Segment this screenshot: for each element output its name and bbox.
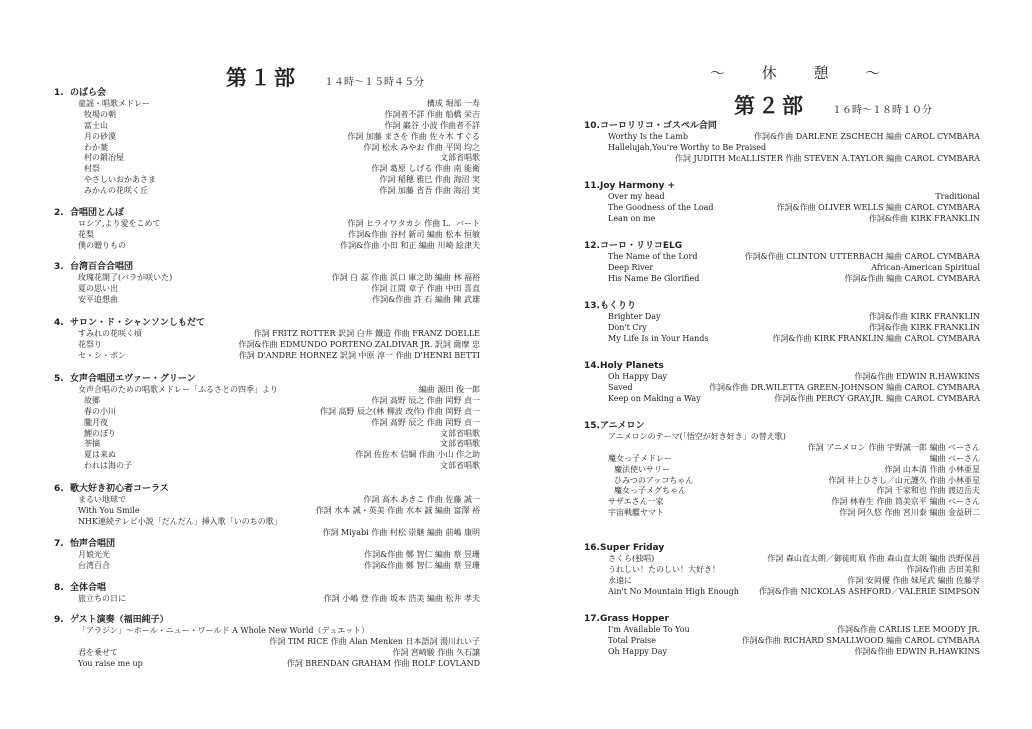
song-credit: 作詞&作曲 CARLIS LEE MOODY JR.: [837, 625, 980, 634]
section-number: 2.: [54, 208, 64, 218]
program-item: [584, 154, 980, 165]
program-item: [584, 576, 980, 587]
song-credit: 作詞&作曲 DR.WILETTA GREEN-JOHNSON 編曲 CAROL CYMBARA: [709, 382, 980, 392]
program-item: [54, 99, 480, 110]
program-section: [54, 583, 480, 605]
section-heading: [584, 241, 980, 252]
song-credit: 作詞 高野 辰之 作曲 岡野 貞一: [371, 417, 480, 427]
song-credit: 作詞&作曲 EDMUNDO PORTENO ZALDIVAR JR. 訳詞 薩摩 忠: [238, 339, 480, 349]
song-credit: African-American Spiritual: [871, 262, 980, 272]
program-section: [584, 614, 980, 658]
song-title: 宇宙戦艦ヤマト: [608, 508, 664, 518]
section-name: 女声合唱団エヴァー・グリーン: [70, 374, 196, 384]
song-title: The Name of the Lord: [608, 252, 698, 261]
program-item: [54, 295, 480, 306]
section-heading: [54, 318, 480, 329]
song-title: 永遠に: [608, 575, 632, 585]
song-title: Total Praise: [608, 635, 656, 645]
program-item: [54, 461, 480, 472]
song-credit: 文部省唱歌: [440, 439, 480, 449]
song-title: わか葉: [84, 142, 108, 152]
song-credit: 編曲 べーさん: [929, 453, 980, 463]
song-credit: 作詞&作曲 吉田美和: [906, 564, 980, 574]
song-title: Oh Happy Day: [608, 372, 668, 381]
program-item: [584, 192, 980, 203]
song-title: みかんの花咲く丘: [84, 186, 148, 196]
song-title: ひみつのアッコちゃん: [614, 475, 694, 485]
song-title: ロシア,より愛をこめて: [78, 219, 161, 228]
song-credit: 作詞&作曲 OLIVER WELLS 編曲 CAROL CYMBARA: [776, 202, 980, 212]
song-title: You raise me up: [78, 658, 143, 668]
song-credit: 作詞 山本清 作曲 小林亜星: [884, 464, 980, 474]
section-name: Super Friday: [600, 543, 665, 553]
song-title: セ・シ・ボン: [78, 350, 126, 360]
song-title: With You Smile: [78, 505, 140, 515]
section-number: 8.: [54, 583, 64, 593]
program-item: [584, 636, 980, 647]
program-section: [584, 421, 980, 519]
program-item: [584, 252, 980, 263]
program-item: [54, 230, 480, 241]
program-item: [584, 263, 980, 274]
section-number: 17.: [584, 614, 600, 624]
program-item: [54, 241, 480, 252]
program-item: [584, 312, 980, 323]
song-title: 村祭: [84, 164, 100, 174]
song-credit: 作詞 アニメロン 作曲 宇野誠一郎 編曲 べーさん: [807, 442, 980, 452]
song-credit: 作詞 井上ひさし／山元護久 作曲 小林亜星: [828, 475, 980, 485]
song-title: 台湾百合: [78, 560, 110, 570]
part2-header: [734, 90, 932, 120]
part2-title: 第２部: [734, 94, 806, 118]
song-credit: 作詞&作曲 KIRK FRANKLIN: [868, 213, 980, 223]
song-title: 富士山: [84, 120, 108, 130]
song-credit: 作詞&作曲 KIRK FRANKLIN: [868, 312, 980, 321]
section-name: Grass Hopper: [600, 614, 669, 624]
program-section: [54, 615, 480, 670]
song-title: Don't Cry: [608, 322, 647, 332]
program-item: [584, 443, 980, 454]
section-name: サロン・ド・シャンソンしもだて: [70, 318, 205, 328]
section-number: 15.: [584, 421, 600, 431]
program-item: [584, 454, 980, 465]
program-section: [54, 88, 480, 197]
song-credit: 作詞&作曲 編曲 CAROL CYMBARA: [844, 273, 980, 283]
program-item: [54, 385, 480, 396]
song-title: 牧場の朝: [84, 109, 116, 119]
song-credit: 編曲 源田 俊一郎: [418, 385, 480, 394]
section-heading: [584, 121, 980, 132]
program-item: [54, 561, 480, 572]
program-item: [54, 506, 480, 517]
song-title: Keep on Making a Way: [608, 393, 701, 403]
program-item: [54, 153, 480, 164]
song-credit: 作詞 水本 誠・英美 作曲 水本 誠 編曲 富澤 裕: [315, 505, 480, 515]
program-item: [54, 143, 480, 154]
section-name: 合唱団とんぼ: [70, 208, 125, 218]
program-section: [54, 318, 480, 362]
section-heading: [54, 88, 480, 99]
song-title: 故郷: [84, 395, 100, 405]
song-title: 月娘光光: [78, 550, 110, 559]
program-item: [54, 407, 480, 418]
song-credit: 作詞 D'ANDRE HORNEZ 訳詞 中原 淳一 作曲 D'HENRI BETTI: [238, 350, 480, 360]
program-item: [54, 418, 480, 429]
song-credit: 作詞 稲穂 雅巳 作曲 海沼 実: [379, 175, 480, 185]
song-credit: 作詞 BRENDAN GRAHAM 作曲 ROLF LOVLAND: [286, 658, 480, 668]
song-credit: 作詞&作曲 KIRK FRANKLIN: [868, 322, 980, 332]
program-item: [54, 450, 480, 461]
song-title: 魔女っ子メドレー: [608, 453, 672, 463]
song-credit: 作詞 FRITZ ROTTER 訳詞 白井 鐵造 作曲 FRANZ DOELLE: [253, 329, 480, 338]
song-title: I'm Available To You: [608, 625, 690, 634]
song-credit: 作詞 加藤 まさを 作曲 佐々木 すぐる: [347, 131, 480, 141]
song-credit: 作詞 Miyabi 作曲 村松 崇継 編曲 前嶋 康明: [322, 527, 480, 537]
song-title: Lean on me: [608, 213, 656, 223]
program-item: [584, 323, 980, 334]
song-credit: 作詞&作曲 EDWIN R.HAWKINS: [854, 646, 980, 656]
song-credit: 作詞&作曲 DARLENE ZSCHECH 編曲 CAROL CYMBARA: [754, 132, 980, 141]
song-title: Brighter Day: [608, 312, 661, 321]
section-number: 1.: [54, 88, 64, 98]
section-name: 歌大好き初心者コーラス: [70, 484, 169, 494]
song-credit: Traditional: [935, 192, 980, 201]
section-name: のばら会: [70, 88, 107, 98]
section-heading: [54, 484, 480, 495]
song-title: Worthy Is the Lamb: [608, 132, 688, 141]
program-item: [54, 132, 480, 143]
song-title: His Name Be Glorified: [608, 273, 700, 283]
song-credit: 作詞 高野 辰之(林 柳波 改作) 作曲 岡野 貞一: [319, 406, 480, 416]
program-item: [584, 647, 980, 658]
section-number: 7.: [54, 539, 64, 549]
section-number: 14.: [584, 361, 600, 371]
song-credit: 作詞&作曲 EDWIN R.HAWKINS: [854, 372, 980, 381]
section-heading: [54, 583, 480, 594]
program-section: [54, 484, 480, 539]
song-credit: 作詞 小嶋 登 作曲 坂本 浩美 編曲 松井 孝夫: [323, 594, 480, 603]
program-item: [54, 637, 480, 648]
program-item: [54, 396, 480, 407]
program-item: [54, 219, 480, 230]
section-heading: [584, 361, 980, 372]
song-title: 僕の贈りもの: [78, 240, 126, 250]
song-title: Saved: [608, 382, 633, 392]
program-item: [584, 394, 980, 405]
section-number: 12.: [584, 241, 600, 251]
program-item: [584, 214, 980, 225]
program-item: [54, 340, 480, 351]
intermission-header: [710, 62, 896, 83]
song-title: 女声合唱のための唱歌メドレー「ふるさとの四季」より: [78, 385, 278, 394]
program-item: [584, 132, 980, 143]
song-credit: 文部省唱歌: [440, 428, 480, 438]
section-number: 10.: [584, 121, 600, 131]
song-title: 安平追想曲: [78, 294, 118, 304]
program-item: [54, 517, 480, 528]
song-credit: 作詞&作曲 KIRK FRANKLIN 編曲 CAROL CYMBARA: [772, 333, 980, 343]
song-title: 旅立ちの日に: [78, 594, 126, 603]
program-item: [54, 550, 480, 561]
song-credit: 作詞 佐佐木 信綱 作曲 小山 作之助: [355, 450, 480, 460]
song-title: さくら(独唱): [608, 554, 655, 563]
section-heading: [54, 374, 480, 385]
section-number: 9.: [54, 615, 64, 625]
song-credit: 作詞 高野 辰之 作曲 岡野 貞一: [371, 395, 480, 405]
song-title: 朧月夜: [84, 417, 108, 427]
program-item: [584, 372, 980, 383]
section-heading: [54, 615, 480, 626]
song-title: アニメロンのテーマ(「悟空が好き好き」の替え歌): [608, 432, 786, 441]
program-item: [54, 594, 480, 605]
program-item: [584, 565, 980, 576]
song-credit: 文部省唱歌: [440, 461, 480, 471]
song-credit: 作詞 阿久悠 作曲 宮川泰 編曲 金益研二: [839, 508, 980, 518]
song-credit: 作詞&作曲 CLINTON UTTERBACH 編曲 CAROL CYMBARA: [744, 252, 980, 261]
song-title: 君を乗せて: [78, 647, 118, 657]
song-credit: 構成 堀部 一寿: [426, 99, 480, 108]
program-section: [584, 121, 980, 165]
section-name: Holy Planets: [600, 361, 664, 371]
part2-time: １６時～１８時１０分: [832, 105, 932, 116]
program-item: [54, 351, 480, 362]
song-title: Ain't No Mountain High Enough: [608, 586, 739, 596]
section-name: Joy Harmony +: [600, 181, 676, 191]
program-section: [54, 208, 480, 252]
section-heading: [54, 208, 480, 219]
song-title: 春の小川: [84, 406, 116, 416]
song-credit: 作詞 江間 章子 作曲 中田 喜直: [371, 283, 480, 293]
section-name: ゲスト演奏（福田純子）: [70, 615, 169, 625]
song-title: NHK連続テレビ小説「だんだん」挿入歌「いのちの歌」: [78, 516, 282, 526]
program-item: [54, 439, 480, 450]
song-credit: 作詞者不詳 作曲 船橋 栄吉: [384, 109, 480, 119]
song-credit: 作詞 千家和也 作曲 渡辺岳夫: [876, 486, 980, 496]
section-number: 11.: [584, 181, 600, 191]
program-section: [584, 181, 980, 225]
song-title: やさしいおかあさま: [84, 175, 156, 185]
program-item: [54, 495, 480, 506]
song-title: Oh Happy Day: [608, 646, 668, 656]
song-credit: 作詞&作曲 RICHARD SMALLWOOD 編曲 CAROL CYMBARA: [741, 635, 980, 645]
section-number: 3.: [54, 262, 64, 272]
part1-title: 第１部: [226, 66, 298, 90]
song-credit: 作詞 宮崎駿 作曲 久石譲: [392, 647, 480, 657]
program-item: [54, 429, 480, 440]
program-item: [584, 274, 980, 285]
program-section: [54, 262, 480, 306]
intermission-label: ～ 休 憩 ～: [710, 64, 897, 82]
song-title: 花梨: [78, 229, 94, 239]
program-item: [54, 648, 480, 659]
song-credit: 作詞&作曲 鄭 智仁 編曲 蔡 昱珊: [364, 560, 480, 570]
program-item: [54, 659, 480, 670]
program-item: [584, 486, 980, 497]
song-credit: 文部省唱歌: [440, 153, 480, 163]
song-credit: 作詞 葛原 しげる 作曲 南 能衛: [371, 164, 480, 174]
song-title: まるい地球で: [78, 495, 126, 504]
song-title: Deep River: [608, 262, 654, 272]
program-item: [54, 626, 480, 637]
song-title: 村の鍛冶屋: [84, 153, 124, 163]
program-section: [584, 301, 980, 345]
program-item: [584, 465, 980, 476]
song-credit: 作詞&作曲 小田 和正 編曲 川崎 絵津夫: [340, 240, 480, 250]
section-name: アニメロン: [600, 421, 645, 431]
program-item: [584, 203, 980, 214]
program-item: [584, 476, 980, 487]
song-credit: 作詞 林春生 作曲 筒美京平 編曲 べーさん: [831, 497, 980, 507]
song-title: うれしい！たのしい！大好き！: [608, 564, 720, 574]
song-title: 「アラジン」～ホール・ニュー・ワールド A Whole New World（デュエット）: [78, 626, 370, 635]
song-title: My Life Is in Your Hands: [608, 333, 709, 343]
section-heading: [584, 421, 980, 432]
song-credit: 作詞 森山直太朗／御徒町凧 作曲 森山直太朗 編曲 渋野保昌: [767, 554, 980, 563]
song-title: 夏は来ぬ: [84, 450, 116, 460]
song-title: Over my head: [608, 192, 665, 201]
song-credit: 作詞 ヒライワタカシ 作曲 L．バート: [347, 219, 480, 228]
section-name: 全体合唱: [70, 583, 107, 593]
section-number: 5.: [54, 374, 64, 384]
song-credit: 作詞 TIM RICE 作曲 Alan Menken 日本語詞 湯川れい子: [269, 636, 480, 646]
song-credit: 作詞 白 蕊 作曲 浜口 庫之助 編曲 林 福裕: [331, 273, 480, 282]
program-item: [584, 587, 980, 598]
song-title: 童謡・唱歌メドレー: [78, 99, 150, 108]
program-item: [584, 383, 980, 394]
section-heading: [584, 181, 980, 192]
section-number: 13.: [584, 301, 600, 311]
song-title: 花祭り: [78, 339, 102, 349]
program-item: [54, 528, 480, 539]
section-heading: [584, 614, 980, 625]
song-title: 魔女っ子メグちゃん: [614, 486, 686, 496]
section-number: 16.: [584, 543, 600, 553]
section-heading: [54, 539, 480, 550]
program-item: [584, 497, 980, 508]
section-name: 怡声合唱団: [70, 539, 116, 549]
program-item: [584, 143, 980, 154]
song-title: 鯉のぼり: [84, 428, 116, 438]
program-item: [584, 625, 980, 636]
program-item: [54, 175, 480, 186]
program-item: [54, 329, 480, 340]
song-title: 月の砂漠: [84, 131, 116, 141]
song-title: サザエさん一家: [608, 497, 664, 507]
program-item: [54, 186, 480, 197]
section-heading: [54, 262, 480, 273]
song-title: すみれの花咲く頃: [78, 329, 142, 338]
program-item: [54, 110, 480, 121]
song-credit: 作詞&作曲 PERCY GRAY,JR. 編曲 CAROL CYMBARA: [774, 393, 980, 403]
song-credit: 作詞 高木 あきこ 作曲 佐藤 誠一: [363, 495, 480, 504]
song-credit: 作詞 加藤 省吾 作曲 海沼 実: [379, 186, 480, 196]
section-name: 台湾百合合唱団: [70, 262, 134, 272]
program-section: [54, 374, 480, 472]
program-section: [584, 543, 980, 598]
program-section: [584, 241, 980, 285]
program-item: [584, 432, 980, 443]
program-item: [584, 508, 980, 519]
song-credit: 作詞 安岡優 作曲 妹尾武 編曲 佐藤学: [847, 575, 980, 585]
song-title: 夏の思い出: [78, 283, 118, 293]
program-section: [54, 539, 480, 572]
program-item: [584, 334, 980, 345]
program-item: [584, 554, 980, 565]
section-number: 6.: [54, 484, 64, 494]
section-number: 4.: [54, 318, 64, 328]
program-item: [54, 273, 480, 284]
song-credit: 作詞&作曲 鄭 智仁 編曲 蔡 昱珊: [364, 550, 480, 559]
section-heading: [584, 301, 980, 312]
song-credit: 作詞&作曲 許 石 編曲 陳 武雄: [372, 294, 480, 304]
program-item: [54, 121, 480, 132]
song-title: 茶摘: [84, 439, 100, 449]
song-title: 玫瑰花開了(バラが咲いた): [78, 273, 173, 282]
song-title: The Goodness of the Load: [608, 202, 714, 212]
song-credit: 作詞 松永 みやお 作曲 平岡 均之: [363, 142, 480, 152]
program-item: [54, 284, 480, 295]
song-credit: 作詞&作曲 NICKOLAS ASHFORD／VALERIE SIMPSON: [758, 586, 980, 596]
section-name: コーロリリコ・ゴスペル合同: [600, 121, 717, 131]
section-name: コーロ・リリコELG: [600, 241, 683, 251]
song-credit: 作詞 JUDITH McALLISTER 作曲 STEVEN A.TAYLOR 編曲 CAROL CYMBARA: [674, 153, 980, 163]
program-item: [54, 164, 480, 175]
section-heading: [584, 543, 980, 554]
song-title: われは海の子: [84, 461, 132, 471]
song-credit: 作詞&作曲 谷村 新司 編曲 松本 恒敏: [348, 229, 480, 239]
song-title: 魔法使いサリー: [614, 464, 670, 474]
song-title: Hallelujah,You're Worthy to Be Praised: [608, 142, 767, 152]
part1-time: １４時～１５時４５分: [324, 77, 424, 88]
song-credit: 作詞 巌谷 小波 作曲者不詳: [384, 120, 480, 130]
program-section: [584, 361, 980, 405]
section-name: もくりり: [600, 301, 637, 311]
